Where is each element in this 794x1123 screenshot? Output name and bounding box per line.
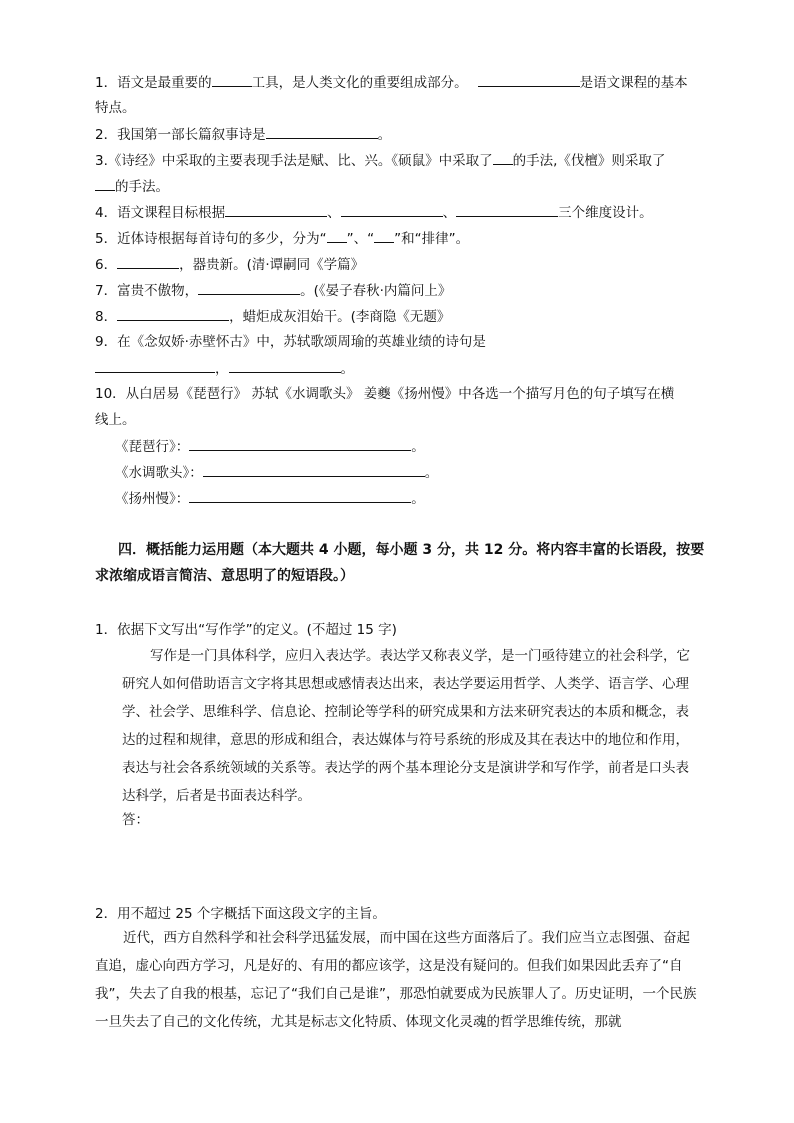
q4-sep-1: 、 (327, 205, 341, 221)
q5-text-c: ”和“排律”。 (394, 231, 470, 247)
q1-blank-2[interactable] (478, 72, 580, 87)
q10-line2: 线上。 (95, 412, 136, 428)
q9-blank-2[interactable] (229, 358, 341, 373)
q1-line1 (95, 72, 688, 93)
q10-pipa-line (115, 436, 425, 457)
q3-blank-2[interactable] (95, 176, 115, 191)
q3-blank-1[interactable] (493, 150, 513, 165)
q3-line2 (95, 176, 169, 197)
q6-text-a: 6． (95, 257, 118, 273)
task1-answer-area[interactable] (150, 806, 700, 866)
q7-text-a: 7．富贵不傲物， (95, 283, 199, 299)
task1-passage: 写作是一门具体科学，应归入表达学。表达学又称表义学，是一门亟待建立的社会科学，它研究人如何借助语言文字将其思想或感情表达出来，表达学要运用哲学、人类学、语言学、心理学、社会学、思维科学、信息论、控制论等学科的研究成果和方法来研究表达的本质和概念，表达的过程和规律，意思的形成和组合，表达媒体与符号系统的形成及其在表达中的地位和作用，表达与社会各系统领域的关系等。表达学的两个基本理论分支是演讲学和写作学，前者是口头表达科学，后者是书面表达科学。 (122, 648, 690, 804)
q10-shuidiao-end: 。 (424, 465, 439, 481)
q10-pipa-blank[interactable] (189, 436, 411, 451)
q5-line (95, 228, 469, 249)
q7-line (95, 280, 451, 301)
q8-line (95, 306, 450, 327)
q10-yangzhou-line (115, 488, 425, 509)
task1-answer-label: 答： (122, 812, 149, 828)
q10-yangzhou-blank[interactable] (189, 488, 411, 503)
q9-line2 (95, 358, 354, 379)
q10-line1: 10．从白居易《琵琶行》 苏轼《水调歌头》 姜夔《扬州慢》中各选一个描写月色的句子填写在横 (95, 386, 675, 402)
q8-blank[interactable] (117, 306, 229, 321)
q1-text-b: 工具，是人类文化的重要组成部分。 (251, 75, 468, 91)
q3-text-b: 的手法,《伐檀》则采取了 (512, 153, 666, 169)
task2-prompt: 2．用不超过 25 个字概括下面这段文字的主旨。 (95, 906, 386, 922)
q4-text-b: 三个维度设计。 (558, 205, 653, 221)
q4-sep-2: 、 (442, 205, 457, 221)
section4-heading-line1: 四．概括能力运用题（本大题共 4 小题，每小题 3 分，共 12 分。将内容丰富的长语段，按要 (118, 542, 705, 558)
task1-prompt: 1．依据下文写出“写作学”的定义。(不超过 15 字) (95, 622, 397, 638)
q1-text-a: 1．语文是最重要的 (95, 75, 212, 91)
q7-text-b: 。(《晏子春秋·内篇问上》 (300, 283, 452, 299)
q3-text-c: 的手法。 (115, 179, 169, 195)
q10-yangzhou-end: 。 (411, 491, 425, 507)
q10-yangzhou-label: 《扬州慢》： (115, 491, 190, 507)
q5-text-a: 5．近体诗根据每首诗句的多少，分为“ (95, 231, 327, 247)
q4-text-a: 4．语文课程目标根据 (95, 205, 226, 221)
q10-shuidiao-line (115, 462, 438, 483)
q9-text-c: 。 (340, 361, 354, 377)
q3-line1 (95, 150, 665, 171)
q5-text-b: ”、“ (346, 231, 375, 247)
q2-line (95, 124, 391, 145)
q1-text-c: 是语文课程的基本 (579, 75, 688, 91)
q4-line (95, 202, 653, 223)
section4-heading-line2: 求浓缩成语言简洁、意思明了的短语段。） (95, 568, 354, 584)
q2-blank[interactable] (266, 124, 378, 139)
q4-blank-2[interactable] (341, 202, 443, 217)
q10-shuidiao-label: 《水调歌头》： (115, 465, 203, 481)
q7-blank[interactable] (198, 280, 300, 295)
q4-blank-1[interactable] (225, 202, 327, 217)
q3-text-a: 3.《诗经》中采取的主要表现手法是赋、比、兴。《硕鼠》中采取了 (95, 153, 493, 169)
q8-text-b: ，蜡炬成灰泪始干。(李商隐《无题》 (229, 309, 451, 325)
q10-pipa-end: 。 (411, 439, 425, 455)
q5-blank-1[interactable] (327, 228, 347, 243)
q9-line1: 9．在《念奴娇·赤壁怀古》中，苏轼歌颂周瑜的英雄业绩的诗句是 (95, 334, 486, 350)
q9-blank-1[interactable] (95, 358, 215, 373)
q6-text-b: ，器贵新。(清·谭嗣同《学篇》 (179, 257, 365, 273)
q2-text-a: 2．我国第一部长篇叙事诗是 (95, 127, 266, 143)
q6-blank[interactable] (117, 254, 179, 269)
task2-passage: 近代，西方自然科学和社会科学迅猛发展，而中国在这些方面落后了。我们应当立志图强、奋起直追，虚心向西方学习，凡是好的、有用的都应该学，这是没有疑问的。但我们如果因此丢弃了“自我”，失去了自我的根基，忘记了“我们自己是谁”，那恐怕就要成为民族罪人了。历史证明，一个民族一旦失去了自己的文化传统，尤其是标志文化特质、体现文化灵魂的哲学思维传统，那就 (95, 930, 697, 1030)
q8-text-a: 8． (95, 309, 118, 325)
q1-blank-1[interactable] (212, 72, 252, 87)
q10-pipa-label: 《琵琶行》： (115, 439, 190, 455)
q2-text-b: 。 (377, 127, 392, 143)
q10-shuidiao-blank[interactable] (203, 462, 425, 477)
q6-line (95, 254, 364, 275)
q4-blank-3[interactable] (456, 202, 558, 217)
q1-line2: 特点。 (95, 100, 136, 116)
q9-text-b: ， (215, 361, 229, 377)
q5-blank-2[interactable] (374, 228, 394, 243)
